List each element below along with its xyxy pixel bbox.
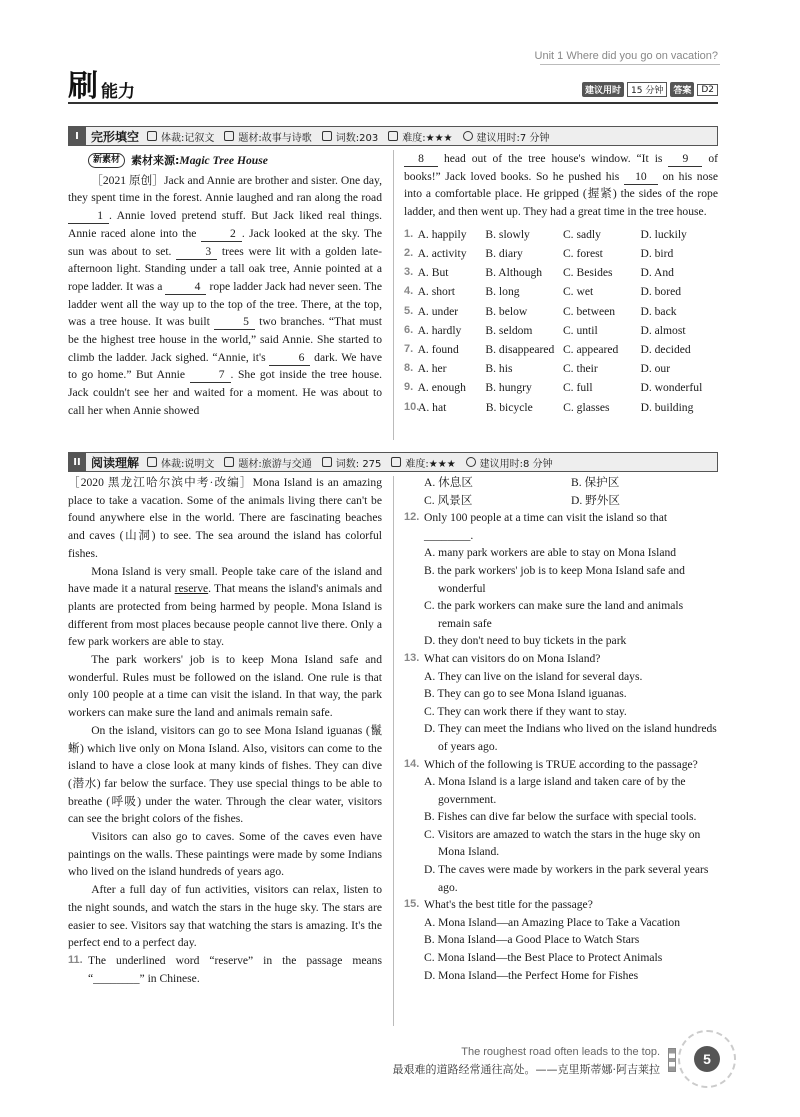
blank-6: 6 [269,351,310,366]
option-a[interactable]: A. many park workers are able to stay on Mona Island [424,546,677,560]
source-title: Magic Tree House [179,154,268,167]
topic-icon [224,457,234,467]
blank-7: 7 [190,368,231,383]
option-c[interactable]: C. Mona Island—the Best Place to Protect Animals [424,951,663,965]
answer-label: 答案 [670,82,694,97]
cloze-text: two branches. “That must be the highest tree house in the world,” said Annie. She started to climb the ladder. Jack sighed. “Annie, it's [68,315,382,364]
section1-number: I [68,126,86,146]
section2-difficulty: 难度:★★★ [405,458,456,470]
option-b[interactable]: B. hungry [485,381,532,395]
option-a[interactable]: A. enough [417,381,466,395]
column-divider [393,476,394,1026]
option-b[interactable]: B. the park workers' job is to keep Mona Island safe and wonderful [424,563,685,595]
option-d[interactable]: D. bored [640,285,682,299]
option-b[interactable]: B. disappeared [485,343,555,357]
option-b[interactable]: B. his [485,362,513,376]
difficulty-icon [388,131,398,141]
cloze-text: . Jack looked at the sky. The sun was about to set. [68,226,382,258]
question-number: 8. [404,362,414,375]
column-divider [393,150,394,440]
book-icon [147,131,157,141]
option-row-9 [404,378,718,397]
option-b[interactable]: B. long [485,285,520,299]
section2-bar [68,452,718,472]
new-material-tag: 新素材 [88,153,125,168]
option-row-6 [404,321,718,340]
blank-9: 9 [668,152,702,167]
option-b[interactable]: B. 保护区 [571,476,620,489]
option-a[interactable]: A. short [417,285,455,299]
option-d[interactable]: D. building [640,400,694,414]
option-row-3 [404,263,718,282]
option-a[interactable]: A. hardly [417,323,462,337]
option-c[interactable]: C. sadly [562,227,601,241]
option-c[interactable]: C. the park workers can make sure the land and animals remain safe [424,599,684,630]
option-d[interactable]: D. 野外区 [571,493,620,507]
option-b[interactable]: B. slowly [485,227,530,241]
blank-3: 3 [176,245,217,260]
passage-paragraph-4: On the island, visitors can go to see Mona Island iguanas (鬣蜥) which live only on Mona Island. Also, visitors can come to the island to have a close look at many kinds of fishes. They can dive (潜水) far below the surface. They use special things to be able to breathe (呼吸) under the water. Through the clear water, visitors can see the bright colors of the fishes. [68,723,382,826]
section1-name: 完形填空 [91,129,140,144]
word-count-icon [322,131,332,141]
question-number: 5. [404,304,414,317]
brand-main: 刷 [68,69,97,104]
footer-quote-english: The roughest road often leads to the top. [461,1046,660,1058]
option-row-5 [404,302,718,321]
question-11-options [404,474,718,509]
option-c[interactable]: C. wet [562,285,594,299]
time-label: 建议用时 [582,82,624,97]
section1-bar [68,126,718,146]
option-a[interactable]: A. 休息区 [424,476,473,489]
question-12 [404,509,718,650]
passage-text: Mona Island is very small. People take care of the island and have made it a natural [68,564,382,596]
section1-genre: 体裁:记叙文 [161,132,215,144]
blank-8: 8 [404,152,438,167]
option-d[interactable]: D. almost [640,323,686,337]
cloze-text: . Annie loved pretend stuff. But Jack liked real things. Annie raced alone into the [68,209,382,240]
cloze-text: . She got inside the tree house. Jack couldn't see her and waited for a moment. He was about to call her when Annie showed [68,368,383,417]
lighthouse-icon [668,1048,676,1072]
cloze-text: of books!” Jack loved books. So he pushed his [404,152,718,183]
option-d[interactable]: D. luckily [640,227,687,241]
option-c[interactable]: C. forest [562,247,603,261]
topic-icon [224,131,234,141]
option-a[interactable]: A. activity [417,247,467,261]
cloze-text: rope ladder Jack had never seen. The ladder went all the way up to the top of the tree. There, at the top, was a tree house. It was built [68,279,382,329]
option-c[interactable]: C. until [562,323,598,337]
option-d[interactable]: D. Mona Island—the Perfect Home for Fishes [424,968,639,982]
time-value: 15 分钟 [627,82,667,97]
question-number: 15. [404,898,420,911]
cloze-text: dark. We have to go home.” But Annie [68,350,383,382]
option-c[interactable]: C. appeared [562,343,619,357]
question-number: 6. [404,323,414,336]
section2-time: 建议用时:8 分钟 [479,458,553,470]
question-number: 10. [404,400,420,413]
option-d[interactable]: D. they don't need to buy tickets in the park [424,634,627,648]
passage-paragraph-1: ［2020 黑龙江哈尔滨中考·改编］Mona Island is an amazing place to take a vacation. Some of the animals living there can't be found anywhere else in the world. There are fascinating beaches and caves (山洞) to see. The sea around the island has colorful fishes. [68,476,382,560]
option-b[interactable]: B. Although [485,266,543,280]
question-stem: Only 100 people at a time can visit the island so that ________. [424,511,668,542]
suggested-time-box [582,82,718,97]
cloze-paragraph-continued [404,150,718,221]
cloze-passage-left [68,152,382,420]
section2-number: II [68,452,86,472]
word-count-icon [322,457,332,467]
option-row-10 [404,398,718,417]
option-row-7 [404,340,718,359]
option-d[interactable]: D. wonderful [640,381,703,395]
cloze-text: on his nose into a comfortable place. He gripped (握紧) the sides of the rope ladder, and then went up. They had a great time in the tree house. [404,169,719,219]
question-stem: The underlined word “reserve” in the passage means “________” in Chinese. [88,953,382,985]
reading-passage [68,474,382,987]
passage-paragraph-3: The park workers' job is to keep Mona Island safe and wonderful. Rules must be followed on the island. One rule is that only 100 people at a time can visit the island. In that way, the park workers can make sure the land and animals remain safe. [68,653,382,720]
option-c[interactable]: C. Visitors are amazed to watch the stars in the huge sky on Mona Island. [424,827,701,859]
option-b[interactable]: B. Mona Island—a Good Place to Watch Stars [424,933,640,947]
question-number: 3. [404,266,414,279]
source-line [68,152,382,170]
section2-name: 阅读理解 [91,455,140,470]
source-label: 素材来源: [131,154,180,167]
page-number: 5 [694,1046,720,1072]
passage-paragraph-6: After a full day of fun activities, visitors can relax, listen to the night sounds, and watch the stars in the huge sky. The stars are easier to see. Visitors say that watching the stars is amazing. It's the perfect end to a perfect day. [68,883,382,950]
passage-paragraph-2 [68,563,382,652]
option-d[interactable]: D. our [640,362,671,376]
option-a[interactable]: A. found [417,343,459,357]
question-stem: What's the best title for the passage? [424,898,593,912]
section1-difficulty: 难度:★★★ [402,132,453,144]
question-number: 4. [404,285,414,298]
option-c[interactable]: C. full [562,381,593,395]
question-number: 7. [404,343,414,356]
blank-4: 4 [165,280,206,295]
option-a[interactable]: A. hat [418,400,447,414]
option-b[interactable]: B. below [485,304,528,318]
question-14 [404,756,718,897]
question-15 [404,896,718,984]
section2-topic: 题材:旅游与交通 [238,458,312,470]
option-d[interactable]: D. They can meet the Indians who lived on the island hundreds of years ago. [424,722,717,753]
option-a[interactable]: A. Mona Island—an Amazing Place to Take a Vacation [424,915,681,929]
option-c[interactable]: C. between [562,304,616,318]
option-row-1 [404,225,718,244]
passage-text: . That means the island's animals and plants are protected from being harmed by people. Mona Island is different from most places because people cannot live there. Only a few park workers are able to stay. [68,582,383,649]
question-13 [404,650,718,756]
brand-sub: 能力 [101,82,135,102]
blank-5: 5 [214,315,255,330]
reading-questions [404,474,718,984]
blank-10: 10 [624,170,658,185]
passage-paragraph-5: Visitors can also go to caves. Some of the caves even have paintings on the walls. These paintings were made by some Indians who lived on the island hundreds of years ago. [68,830,382,879]
cloze-passage-right [404,150,718,417]
brand [68,69,135,104]
option-d[interactable]: D. decided [640,343,691,357]
book-icon [147,457,157,467]
option-b[interactable]: B. diary [485,247,523,261]
option-a[interactable]: A. Mona Island is a large island and taken care of by the government. [424,775,686,806]
option-b[interactable]: B. bicycle [485,400,533,414]
option-row-4 [404,282,718,301]
option-b[interactable]: B. Fishes can dive far below the surface with special tools. [424,810,697,824]
option-b[interactable]: B. seldom [485,323,533,337]
option-d[interactable]: D. The caves were made by workers in the park several years ago. [424,863,709,894]
section1-time: 建议用时:7 分钟 [476,132,550,144]
section2-genre: 体裁:说明文 [161,458,215,470]
option-a[interactable]: A. under [417,304,459,318]
blank-1: 1 [68,209,109,224]
option-d[interactable]: D. And [640,266,674,280]
section2-words: 词数: 275 [335,458,382,470]
option-a[interactable]: A. her [417,362,447,376]
question-stem: Which of the following is TRUE according to the passage? [424,757,698,771]
top-rule [68,102,718,104]
cloze-paragraph [68,172,382,420]
section1-topic: 题材:故事与诗歌 [238,132,312,144]
cloze-options [404,225,718,417]
question-number: 12. [404,511,420,524]
clock-icon [463,131,473,141]
blank-2: 2 [201,227,242,242]
question-number: 11. [68,953,83,966]
question-stem: What can visitors do on Mona Island? [424,651,601,665]
clock-icon [466,457,476,467]
option-c[interactable]: C. their [562,362,598,376]
difficulty-icon [391,457,401,467]
answer-value: D2 [697,84,718,96]
question-number: 9. [404,381,414,394]
underlined-word-reserve: reserve [174,582,209,596]
question-11 [68,952,382,987]
option-a[interactable]: A. happily [417,227,467,241]
option-b[interactable]: B. They can go to see Mona Island iguanas. [424,687,627,701]
question-number: 13. [404,651,420,664]
option-c[interactable]: C. 风景区 [424,493,473,507]
question-number: 14. [404,757,420,770]
header-rule [540,64,720,65]
cloze-text: ［2021 原创］Jack and Annie are brother and sister. One day, they spent time in the forest. Annie laughed and ran along the road [68,173,382,205]
option-c[interactable]: C. They can work there if they want to stay. [424,704,627,718]
cloze-text: trees were lit with a golden late-afternoon light. Standing under a tall oak tree, Annie pointed at a rope ladder. It was a [68,244,382,293]
option-row-8 [404,359,718,378]
unit-title: Unit 1 Where did you go on vacation? [534,50,718,62]
option-d[interactable]: D. bird [640,247,674,261]
option-d[interactable]: D. back [640,304,677,318]
section1-words: 词数:203 [335,132,379,144]
option-row-2 [404,244,718,263]
option-a[interactable]: A. But [417,266,449,280]
question-number: 1. [404,227,414,240]
footer-quote-chinese: 最艰难的道路经常通往高处。——克里斯蒂娜·阿吉莱拉 [392,1063,660,1076]
option-a[interactable]: A. They can live on the island for several days. [424,669,643,683]
cloze-text: head out of the tree house's window. “It is [443,152,663,165]
option-c[interactable]: C. Besides [562,266,613,280]
question-number: 2. [404,247,414,260]
option-c[interactable]: C. glasses [563,400,610,414]
